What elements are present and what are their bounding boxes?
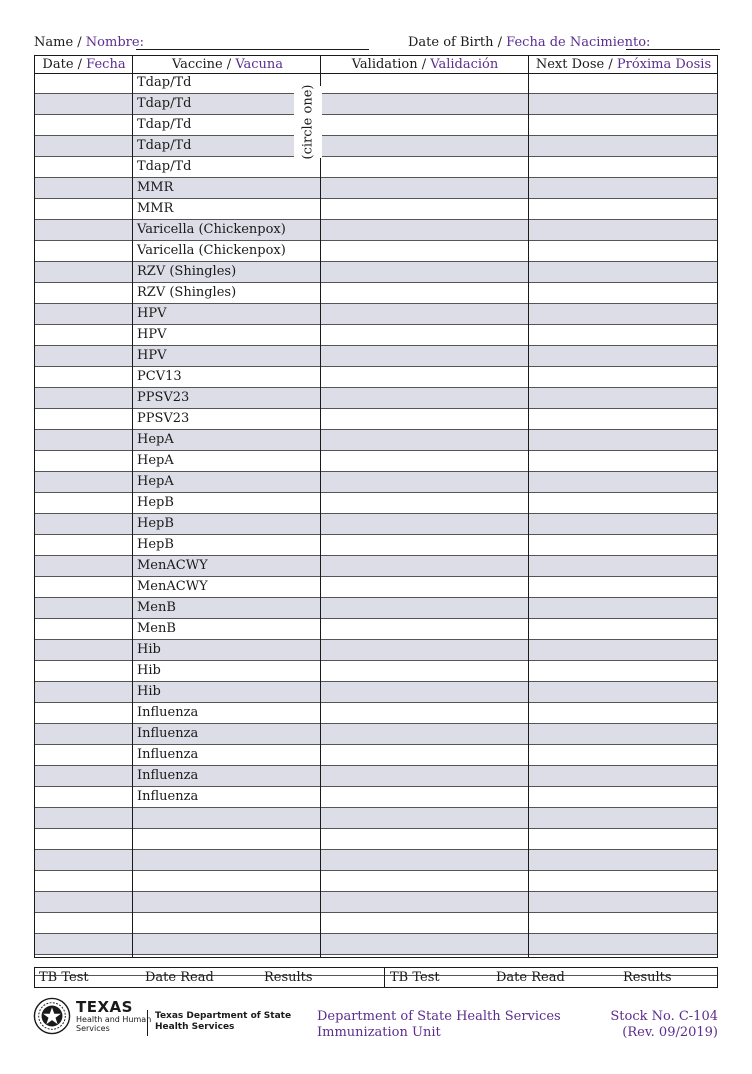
logo-hhs-line2: Services bbox=[76, 1024, 110, 1033]
table-row[interactable] bbox=[35, 472, 717, 493]
table-row[interactable] bbox=[35, 430, 717, 451]
table-header bbox=[35, 56, 717, 74]
logo-texas-text: TEXAS bbox=[76, 998, 133, 1016]
department-info bbox=[317, 1009, 561, 1041]
vaccine-name: Tdap/Td bbox=[137, 96, 192, 111]
table-row[interactable] bbox=[35, 829, 717, 850]
vaccine-name: HepB bbox=[137, 537, 174, 552]
dob-field[interactable] bbox=[626, 49, 720, 50]
table-row[interactable] bbox=[35, 598, 717, 619]
vaccine-name: HepB bbox=[137, 495, 174, 510]
name-field[interactable] bbox=[136, 49, 369, 50]
table-row[interactable] bbox=[35, 325, 717, 346]
table-row[interactable] bbox=[35, 745, 717, 766]
tb-results-label-1: Results bbox=[264, 970, 313, 985]
table-row[interactable] bbox=[35, 73, 717, 94]
texas-seal-icon bbox=[33, 997, 71, 1035]
logo-divider bbox=[147, 1010, 148, 1036]
stock-number: Stock No. C-104 bbox=[610, 1009, 718, 1024]
tb-divider bbox=[384, 968, 385, 987]
table-row[interactable] bbox=[35, 871, 717, 892]
logo-dept-line1: Texas Department of State bbox=[155, 1011, 292, 1021]
revision-date: (Rev. 09/2019) bbox=[622, 1025, 718, 1040]
table-row[interactable] bbox=[35, 556, 717, 577]
col-divider-2 bbox=[320, 56, 321, 957]
col-date: Date / Fecha bbox=[42, 57, 126, 72]
vaccine-name: Influenza bbox=[137, 726, 199, 741]
table-row[interactable] bbox=[35, 682, 717, 703]
vaccine-name: HepA bbox=[137, 474, 174, 489]
table-row[interactable] bbox=[35, 892, 717, 913]
col-next-dose: Next Dose / Próxima Dosis bbox=[535, 57, 712, 72]
tb-test-label-2: TB Test bbox=[390, 970, 440, 985]
vaccine-name: Hib bbox=[137, 663, 161, 678]
tb-results-label-2: Results bbox=[623, 970, 672, 985]
vaccine-name: MenB bbox=[137, 600, 176, 615]
table-row[interactable] bbox=[35, 451, 717, 472]
table-row[interactable] bbox=[35, 388, 717, 409]
vaccine-name: PPSV23 bbox=[137, 390, 190, 405]
table-row[interactable] bbox=[35, 640, 717, 661]
vaccine-name: RZV (Shingles) bbox=[137, 285, 237, 300]
vaccine-name: HepA bbox=[137, 453, 174, 468]
table-row[interactable] bbox=[35, 220, 717, 241]
tb-date-read-label-2: Date Read bbox=[496, 970, 565, 985]
vaccine-name: RZV (Shingles) bbox=[137, 264, 237, 279]
table-row[interactable] bbox=[35, 262, 717, 283]
col-divider-1 bbox=[132, 56, 133, 957]
tb-date-read-label-1: Date Read bbox=[145, 970, 214, 985]
table-row[interactable] bbox=[35, 493, 717, 514]
vaccine-name: MenACWY bbox=[137, 558, 208, 573]
vaccine-name: HepB bbox=[137, 516, 174, 531]
table-row[interactable] bbox=[35, 619, 717, 640]
table-row[interactable] bbox=[35, 304, 717, 325]
vaccine-name: MenB bbox=[137, 621, 176, 636]
table-row[interactable] bbox=[35, 913, 717, 934]
table-row[interactable] bbox=[35, 136, 717, 157]
logo-hhs-line1: Health and Human bbox=[76, 1015, 152, 1024]
table-row[interactable] bbox=[35, 703, 717, 724]
patient-header bbox=[34, 35, 720, 53]
vaccine-name: PCV13 bbox=[137, 369, 182, 384]
stock-info bbox=[610, 1009, 718, 1041]
table-row[interactable] bbox=[35, 808, 717, 829]
vaccine-name: Influenza bbox=[137, 768, 199, 783]
table-row[interactable] bbox=[35, 934, 717, 955]
tb-test-row bbox=[34, 967, 718, 988]
vaccine-name: Tdap/Td bbox=[137, 75, 192, 90]
vaccine-name: HPV bbox=[137, 348, 167, 363]
dob-label: Date of Birth / Fecha de Nacimiento: bbox=[408, 35, 651, 50]
col-validation: Validation / Validación bbox=[351, 57, 499, 72]
table-row[interactable] bbox=[35, 535, 717, 556]
vaccine-name: Tdap/Td bbox=[137, 138, 192, 153]
vaccine-name: MenACWY bbox=[137, 579, 208, 594]
vaccine-name: HPV bbox=[137, 306, 167, 321]
table-row[interactable] bbox=[35, 577, 717, 598]
vaccine-table bbox=[34, 55, 718, 958]
table-row[interactable] bbox=[35, 115, 717, 136]
table-row[interactable] bbox=[35, 724, 717, 745]
table-row[interactable] bbox=[35, 94, 717, 115]
vaccine-name: Influenza bbox=[137, 705, 199, 720]
department-name: Department of State Health Services bbox=[317, 1009, 561, 1024]
vaccine-name: Hib bbox=[137, 684, 161, 699]
vaccine-rows bbox=[35, 73, 717, 976]
vaccine-name: Tdap/Td bbox=[137, 159, 192, 174]
table-row[interactable] bbox=[35, 283, 717, 304]
unit-name: Immunization Unit bbox=[317, 1025, 441, 1040]
table-row[interactable] bbox=[35, 787, 717, 808]
vaccine-name: Tdap/Td bbox=[137, 117, 192, 132]
table-row[interactable] bbox=[35, 367, 717, 388]
table-row[interactable] bbox=[35, 514, 717, 535]
vaccine-name: PPSV23 bbox=[137, 411, 190, 426]
col-divider-3 bbox=[528, 56, 529, 957]
logo-dept-line2: Health Services bbox=[155, 1022, 235, 1032]
vaccine-name: MMR bbox=[137, 180, 174, 195]
table-row[interactable] bbox=[35, 241, 717, 262]
vaccine-name: Hib bbox=[137, 642, 161, 657]
name-label: Name / Nombre: bbox=[34, 35, 144, 50]
table-row[interactable] bbox=[35, 850, 717, 871]
vaccine-name: Influenza bbox=[137, 747, 199, 762]
col-vaccine: Vaccine / Vacuna bbox=[171, 57, 284, 72]
table-row[interactable] bbox=[35, 199, 717, 220]
table-row[interactable] bbox=[35, 157, 717, 178]
table-row[interactable] bbox=[35, 661, 717, 682]
table-row[interactable] bbox=[35, 409, 717, 430]
table-row[interactable] bbox=[35, 178, 717, 199]
dshs-logo-text bbox=[155, 1011, 291, 1033]
vaccine-name: Varicella (Chickenpox) bbox=[137, 222, 286, 237]
vaccine-name: HPV bbox=[137, 327, 167, 342]
table-row[interactable] bbox=[35, 346, 717, 367]
circle-one-note: (circle one) bbox=[294, 86, 322, 158]
vaccine-name: Varicella (Chickenpox) bbox=[137, 243, 286, 258]
vaccine-name: HepA bbox=[137, 432, 174, 447]
table-row[interactable] bbox=[35, 766, 717, 787]
tb-test-label-1: TB Test bbox=[39, 970, 89, 985]
vaccine-name: Influenza bbox=[137, 789, 199, 804]
hhs-logo bbox=[76, 1000, 151, 1033]
vaccine-name: MMR bbox=[137, 201, 174, 216]
